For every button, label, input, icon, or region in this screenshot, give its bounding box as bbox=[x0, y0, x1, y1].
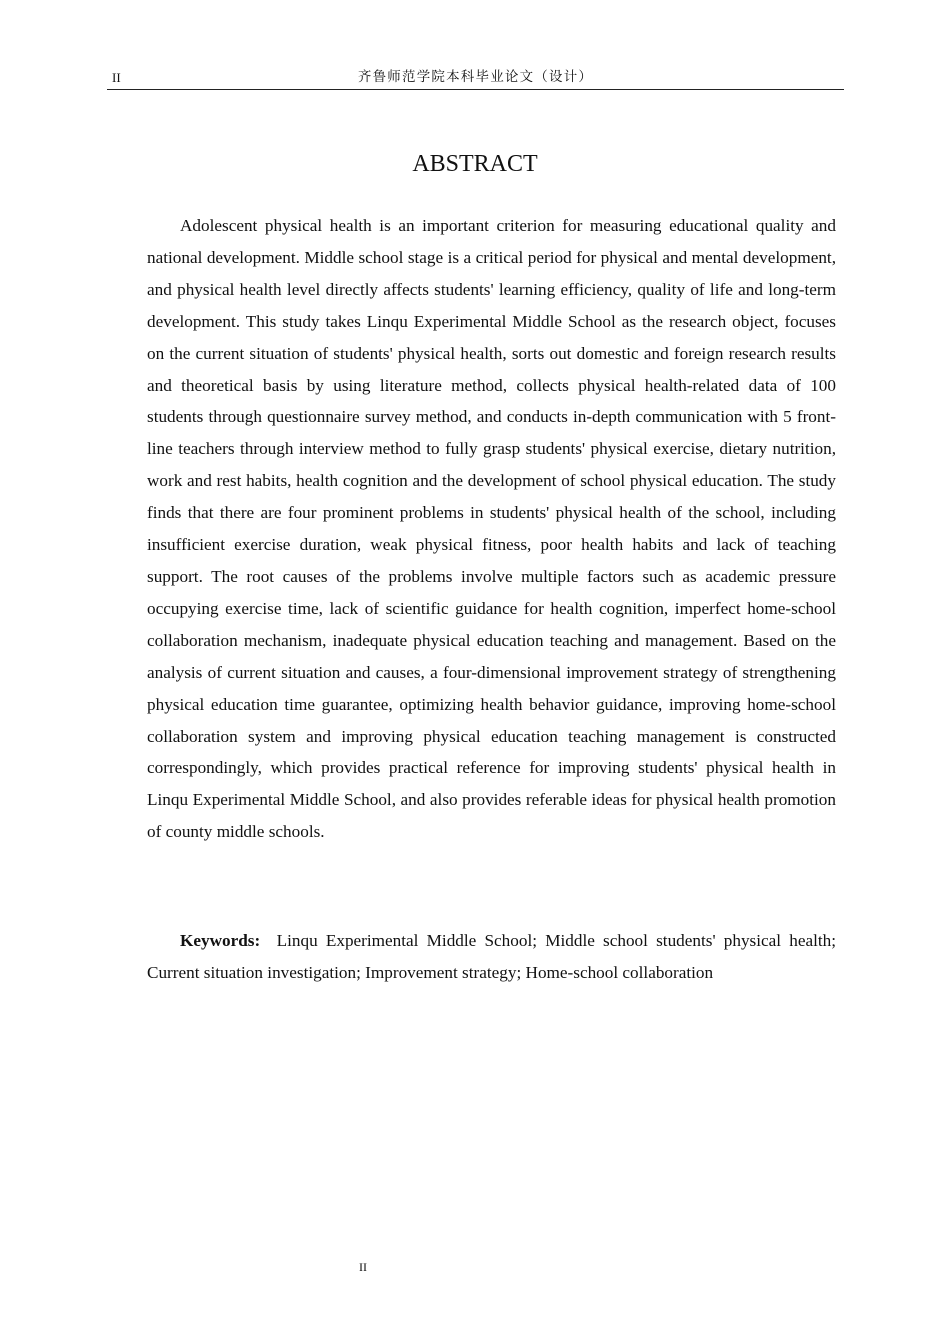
abstract-body: Adolescent physical health is an important criterion for measuring educational quality and national development. Middle school stage is a critical period for physical and mental development, and physical health level directly affects students' learning efficiency, quality of life and long-term development. This study takes Linqu Experimental Middle School as the research object, focuses on the current situation of students' physical health, sorts out domestic and foreign research results and theoretical basis by using literature method, collects physical health-related data of 100 students through questionnaire survey method, and conducts in-depth communication with 5 front-line teachers through interview method to fully grasp students' physical exercise, dietary nutrition, work and rest habits, health cognition and the development of school physical education. The study finds that there are four prominent problems in students' physical health of the school, including insufficient exercise duration, weak physical fitness, poor health habits and lack of teaching support. The root causes of the problems involve multiple factors such as academic pressure occupying exercise time, lack of scientific guidance for health cognition, imperfect home-school collaboration mechanism, inadequate physical education teaching and management. Based on the analysis of current situation and causes, a four-dimensional improvement strategy of strengthening physical education time guarantee, optimizing health behavior guidance, improving home-school collaboration system and improving physical education teaching management is constructed correspondingly, which provides practical reference for improving students' physical health in Linqu Experimental Middle School, and also provides referable ideas for physical health promotion of county middle schools. bbox=[147, 216, 836, 842]
keywords-paragraph bbox=[147, 925, 836, 989]
abstract-title: ABSTRACT bbox=[412, 151, 538, 177]
header-page-number: II bbox=[112, 70, 121, 85]
keywords-label: Keywords: bbox=[180, 931, 261, 950]
page-header bbox=[107, 68, 844, 90]
header-title: 齐鲁师范学院本科毕业论文（设计） bbox=[357, 69, 594, 85]
footer-page-number: II bbox=[359, 1260, 367, 1274]
keywords-text: Linqu Experimental Middle School; Middle school students' physical health; Current situation investigation; Improvement strategy; Home-school collaboration bbox=[147, 931, 836, 982]
